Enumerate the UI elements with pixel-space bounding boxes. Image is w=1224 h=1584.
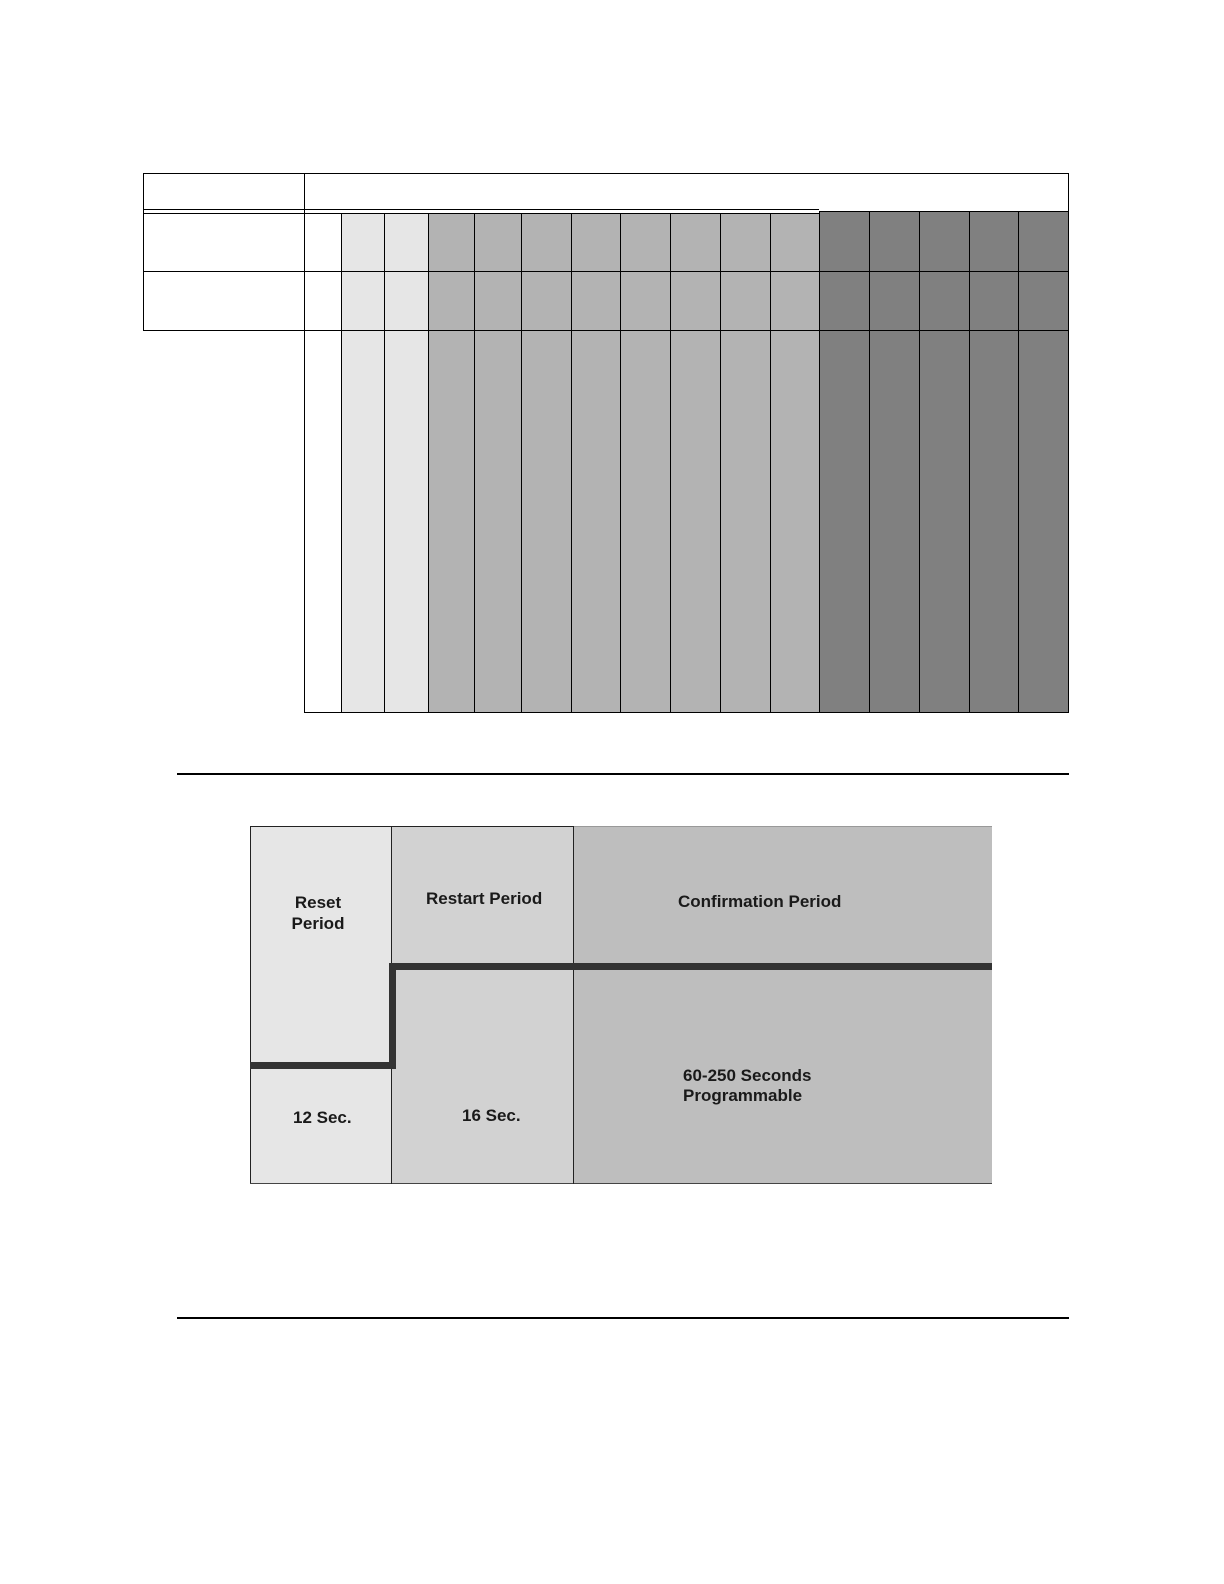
table-column-fill (620, 214, 670, 713)
table-line (143, 330, 1069, 331)
table-column-fill (571, 214, 620, 713)
table-column-line (869, 211, 870, 713)
table-column-line (819, 211, 820, 713)
timing-diagram (250, 826, 992, 1184)
diagram-border-bottom (250, 1183, 992, 1184)
section-divider-bottom (177, 1317, 1069, 1319)
table-column-fill (969, 211, 1018, 713)
table-column-line (384, 214, 385, 713)
table-line (143, 173, 144, 331)
table-column-line (770, 214, 771, 713)
signal-rise-segment (389, 963, 396, 1069)
table-line (304, 173, 305, 713)
divider-restart-confirm (573, 826, 574, 1184)
diagram-border-top-confirm (573, 826, 992, 827)
table-line (143, 173, 1069, 174)
diagram-border-left (250, 826, 251, 1184)
table-column-fill (770, 214, 819, 713)
signal-low-segment (250, 1062, 395, 1069)
table-column-fill (869, 211, 919, 713)
table-column-line (670, 214, 671, 713)
table-line (304, 209, 819, 210)
reset-period-label: Reset Period (291, 893, 345, 933)
table-line (143, 271, 1069, 272)
shaded-column-table (0, 0, 1224, 760)
table-line (143, 209, 304, 210)
reset-period-region (250, 826, 392, 1184)
table-column-fill (384, 214, 428, 713)
table-column-fill (521, 214, 571, 713)
table-column-fill (474, 214, 521, 713)
confirmation-duration-label: 60-250 Seconds Programmable (683, 1066, 812, 1105)
restart-duration-label: 16 Sec. (462, 1106, 521, 1125)
table-column-fill (670, 214, 720, 713)
table-column-line (919, 211, 920, 713)
table-column-line (620, 214, 621, 713)
section-divider-top (177, 773, 1069, 775)
table-column-fill (305, 214, 341, 713)
table-line (143, 213, 304, 214)
table-column-fill (341, 214, 384, 713)
reset-duration-label: 12 Sec. (293, 1108, 352, 1127)
table-column-line (474, 214, 475, 713)
table-line (304, 213, 819, 214)
table-column-line (521, 214, 522, 713)
restart-period-region (392, 826, 573, 1184)
table-column-line (341, 214, 342, 713)
diagram-border-top (250, 826, 573, 827)
table-column-line (571, 214, 572, 713)
table-line (819, 211, 1069, 212)
table-column-line (969, 211, 970, 713)
table-line (304, 712, 1069, 713)
table-column-fill (720, 214, 770, 713)
table-column-line (720, 214, 721, 713)
confirmation-period-region (573, 826, 992, 1184)
table-column-fill (1018, 211, 1069, 713)
restart-period-label: Restart Period (426, 889, 543, 908)
table-column-line (1018, 211, 1019, 713)
table-column-line (428, 214, 429, 713)
signal-high-segment (389, 963, 992, 970)
table-column-fill (919, 211, 969, 713)
confirmation-period-label: Confirmation Period (678, 892, 842, 911)
table-column-fill (428, 214, 474, 713)
table-column-fill (819, 211, 869, 713)
table-line (1068, 173, 1069, 713)
